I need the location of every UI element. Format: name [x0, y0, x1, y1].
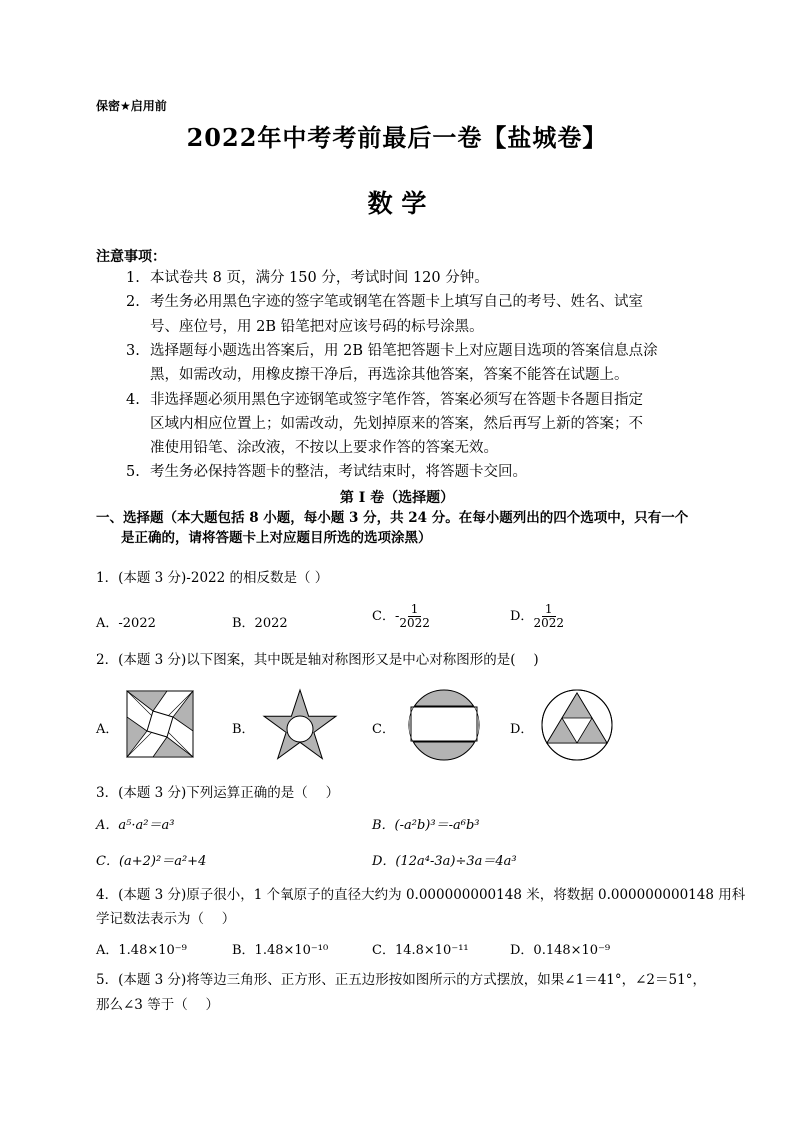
fraction-denominator: 2022: [533, 616, 564, 630]
section-desc-line: 是正确的，请将答题卡上对应题目所选的选项涂黑）: [121, 530, 432, 546]
question-4-stem-line-1: 4．(本题 3 分)原子很小，1 个氧原子的直径大约为 0.000000000148 米，将数据 0.000000000148 用科: [96, 887, 746, 903]
note-text-line: 黑，如需改动，用橡皮擦干净后，再选涂其他答案，答案不能答在试题上。: [150, 367, 629, 384]
question-2-stem: 2．(本题 3 分)以下图案，其中既是轴对称图形又是中心对称图形的是( ): [96, 652, 539, 668]
q1-option-d-fraction: [533, 603, 564, 630]
question-4-stem-line-2: 学记数法表示为（ ）: [96, 911, 236, 927]
secret-label: 保密★启用前: [96, 99, 167, 113]
q2-option-a: A．: [96, 722, 119, 737]
q1-option-b: B．2022: [232, 616, 288, 631]
q4-option-a: A．1.48×10⁻⁹: [96, 943, 187, 958]
note-number: 3.: [126, 342, 140, 359]
note-text-line: 考生务必用黑色字迹的签字笔或钢笔在答题卡上填写自己的考号、姓名、试室: [150, 294, 643, 311]
q1-option-d: [510, 603, 564, 630]
section-title: 第 I 卷（选择题）: [339, 490, 455, 506]
fraction-numerator: 1: [542, 603, 556, 617]
section-description: [96, 508, 688, 548]
q1-option-c-fraction: [399, 603, 430, 630]
note-text-line: 考生务必保持答题卡的整洁，考试结束时，将答题卡交回。: [150, 464, 527, 481]
note-number: 4.: [126, 391, 140, 408]
note-number: 5.: [126, 464, 140, 481]
note-text-line: 本试卷共 8 页，满分 150 分，考试时间 120 分钟。: [150, 270, 489, 286]
q1-option-a: A．-2022: [96, 616, 156, 631]
note-number: 2.: [126, 294, 140, 311]
q3-option-c: C．(a+2)²＝a²+4: [96, 854, 207, 869]
q1-option-c-prefix: C．-: [372, 609, 400, 624]
circle-triforce-figure: [540, 688, 614, 762]
note-number: 1.: [126, 270, 140, 286]
circle-rectangle-figure: [404, 689, 484, 761]
q2-option-b: B．: [232, 722, 255, 737]
q2-option-d: D．: [510, 722, 534, 737]
q1-option-d-prefix: D．: [510, 609, 534, 624]
question-3-stem: 3．(本题 3 分)下列运算正确的是（ ）: [96, 785, 340, 801]
note-text-line: 号、座位号，用 2B 铅笔把对应该号码的标号涂黑。: [150, 318, 484, 335]
q2-option-c: C．: [372, 722, 395, 737]
q4-option-c: C．14.8×10⁻¹¹: [372, 943, 469, 958]
section-desc-line: 一、选择题（本大题包括 8 小题，每小题 3 分，共 24 分。在每小题列出的四个选项中，只有一个: [96, 510, 689, 526]
star-with-circle-figure: [262, 688, 338, 762]
q4-option-b: B．1.48×10⁻¹⁰: [232, 943, 329, 958]
q3-option-a: A．a⁵·a²＝a³: [96, 818, 175, 833]
q3-option-d: D．(12a⁴-3a)÷3a＝4a³: [372, 854, 517, 869]
q4-option-d: D．0.148×10⁻⁹: [510, 943, 611, 958]
note-text-line: 准使用铅笔、涂改液，不按以上要求作答的答案无效。: [150, 440, 498, 457]
notes-heading: 注意事项：: [96, 249, 166, 265]
q3-option-b: B．(-a²b)³＝-a⁶b³: [372, 818, 480, 833]
exam-title: 2022年中考考前最后一卷【盐城卷】: [186, 123, 608, 152]
question-1-stem: 1．(本题 3 分)-2022 的相反数是（ ）: [96, 570, 329, 586]
question-5-stem-line-1: 5．(本题 3 分)将等边三角形、正方形、正五边形按如图所示的方式摆放，如果∠1＝41°，∠2＝51°，: [96, 972, 706, 988]
question-5-stem-line-2: 那么∠3 等于（ ）: [96, 997, 219, 1013]
note-text-line: 区域内相应位置上；如需改动，先划掉原来的答案，然后再写上新的答案；不: [150, 415, 643, 432]
fraction-numerator: 1: [408, 603, 422, 617]
note-text-line: 选择题每小题选出答案后，用 2B 铅笔把答题卡上对应题目选项的答案信息点涂: [150, 342, 658, 359]
q1-option-c: [372, 603, 430, 630]
note-text-line: 非选择题必须用黑色字迹钢笔或签字笔作答，答案必须写在答题卡各题目指定: [150, 391, 643, 408]
square-pinwheel-figure: [126, 690, 194, 758]
subject-title: 数 学: [367, 189, 427, 218]
fraction-denominator: 2022: [399, 616, 430, 630]
